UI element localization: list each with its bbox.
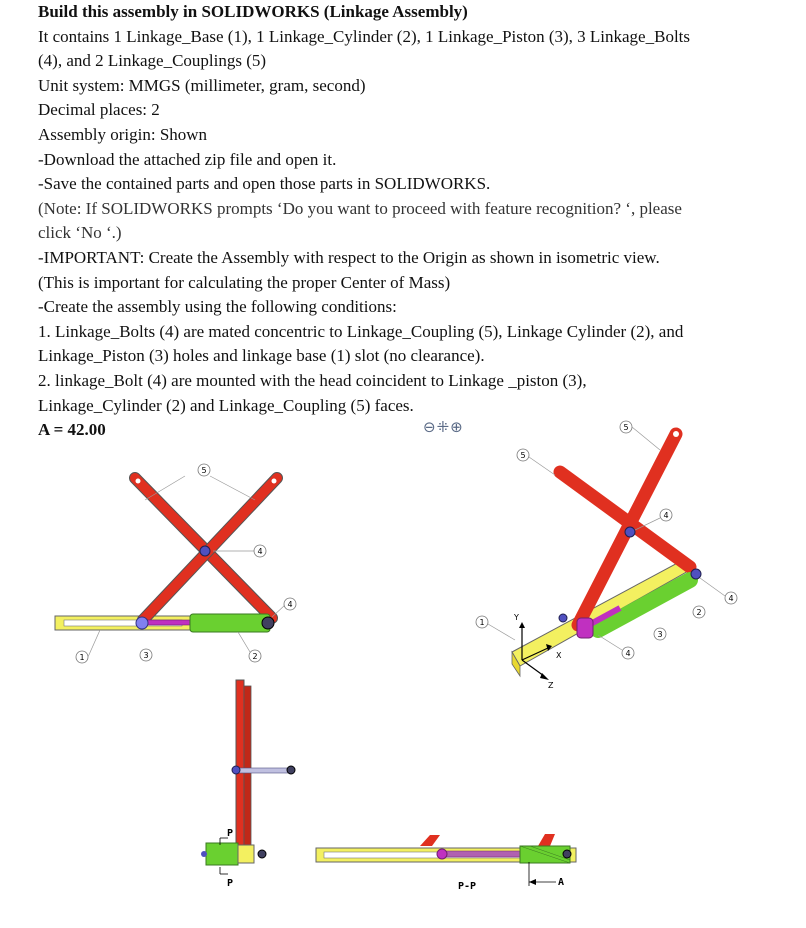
svg-text:X: X	[556, 651, 562, 660]
svg-text:4: 4	[728, 594, 734, 603]
answer-label: A = 42.00	[38, 420, 106, 440]
linkage-piston	[440, 851, 520, 857]
section-view	[316, 834, 576, 892]
svg-text:4: 4	[287, 600, 293, 609]
zoom-out-icon[interactable]: ⊖	[423, 418, 437, 436]
page-title: Build this assembly in SOLIDWORKS (Linkage Assembly)	[38, 2, 468, 21]
svg-text:A: A	[558, 877, 565, 888]
text-line: -Save the contained parts and open those parts in SOLIDWORKS.	[38, 174, 491, 194]
linkage-coupling	[538, 834, 555, 846]
svg-text:2: 2	[252, 652, 258, 661]
text-line: 2. linkage_Bolt (4) are mounted with the head coincident to Linkage _piston (3),	[38, 370, 587, 390]
linkage-cylinder	[206, 843, 238, 865]
text-line: (This is important for calculating the proper Center of Mass)	[38, 272, 451, 292]
svg-text:3: 3	[143, 651, 149, 660]
text-line: Decimal places: 2	[38, 100, 160, 120]
svg-text:5: 5	[623, 423, 629, 432]
fit-icon[interactable]: ⁜	[436, 418, 451, 436]
linkage-piston	[145, 620, 195, 625]
front-view	[55, 464, 296, 663]
text-line: click ‘No ‘.)	[38, 223, 122, 243]
text-line: -Download the attached zip file and open it.	[38, 149, 337, 169]
text-line: Linkage_Cylinder (2) and Linkage_Coupling (5) faces.	[38, 395, 414, 415]
linkage-cylinder	[190, 614, 270, 632]
linkage-base	[238, 845, 254, 863]
zoom-in-icon[interactable]: ⊕	[450, 418, 464, 436]
linkage-coupling	[420, 835, 440, 846]
svg-text:4: 4	[663, 511, 669, 520]
text-line: -Create the assembly using the following conditions:	[38, 297, 397, 317]
side-view	[201, 680, 295, 889]
text-line: -IMPORTANT: Create the Assembly with respect to the Origin as shown in isometric view.	[38, 247, 660, 267]
isometric-view	[476, 421, 737, 690]
svg-text:P: P	[227, 828, 234, 839]
svg-text:Z: Z	[548, 681, 554, 690]
text-line: Assembly origin: Shown	[38, 124, 208, 144]
svg-text:1: 1	[479, 618, 485, 627]
svg-text:P: P	[227, 878, 234, 889]
svg-text:3: 3	[657, 630, 663, 639]
linkage-piston	[577, 618, 593, 638]
svg-text:4: 4	[625, 649, 631, 658]
svg-text:1: 1	[79, 653, 85, 662]
text-line: (4), and 2 Linkage_Couplings (5)	[38, 51, 267, 71]
svg-text:5: 5	[201, 466, 207, 475]
text-line: Linkage_Piston (3) holes and linkage base (1) slot (no clearance).	[38, 346, 485, 366]
svg-text:5: 5	[520, 451, 526, 460]
svg-text:P-P: P-P	[458, 881, 477, 892]
svg-text:2: 2	[696, 608, 702, 617]
text-line: It contains 1 Linkage_Base (1), 1 Linkage_Cylinder (2), 1 Linkage_Piston (3), 3 Linkage_Bolts	[38, 26, 691, 46]
text-line: 1. Linkage_Bolts (4) are mated concentric to Linkage_Coupling (5), Linkage Cylinder (2), and	[38, 321, 684, 341]
text-line: (Note: If SOLIDWORKS prompts ‘Do you want to proceed with feature recognition? ‘, please	[38, 198, 682, 218]
svg-text:4: 4	[257, 547, 263, 556]
text-line: Unit system: MMGS (millimeter, gram, second)	[38, 75, 366, 95]
svg-text:Y: Y	[514, 613, 519, 622]
